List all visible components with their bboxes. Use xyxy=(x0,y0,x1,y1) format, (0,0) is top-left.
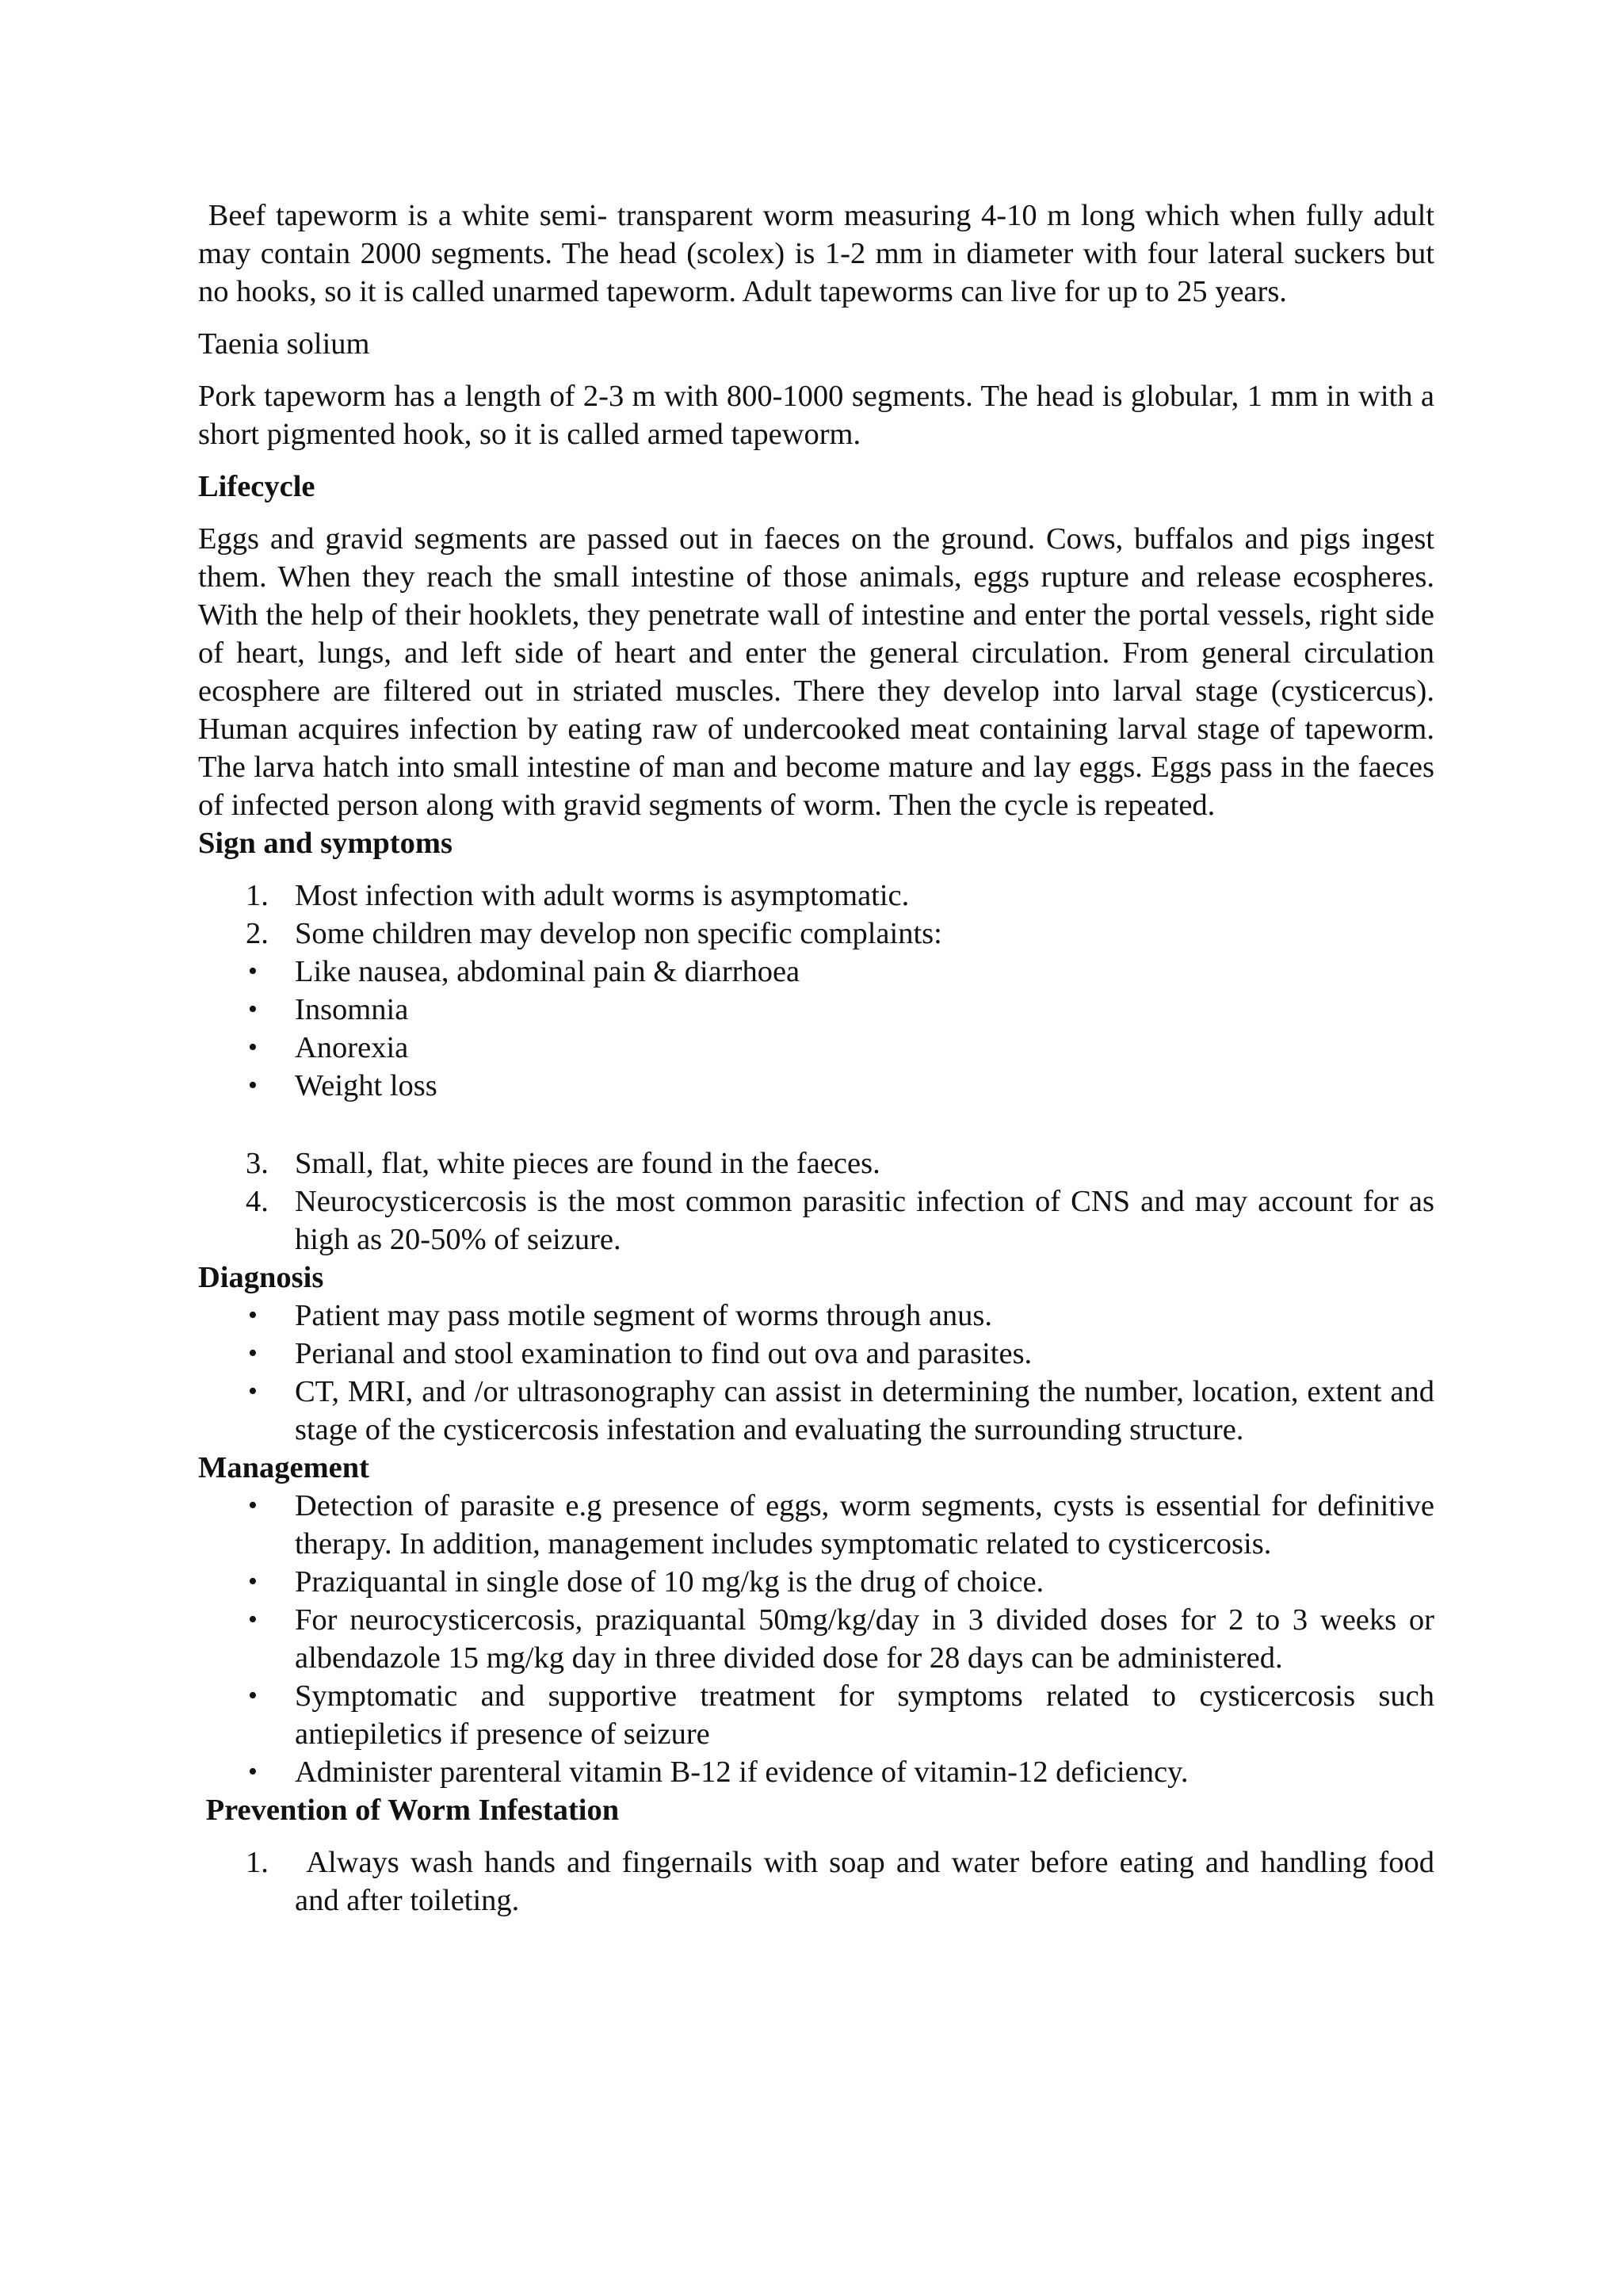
bullet-icon: • xyxy=(248,1567,258,1596)
taenia-solium-label: Taenia solium xyxy=(198,327,370,361)
list-item xyxy=(198,1677,1434,1753)
list-text: Weight loss xyxy=(295,1069,437,1102)
list-item xyxy=(198,1563,1434,1601)
list-text: Insomnia xyxy=(295,993,409,1026)
prevention-list xyxy=(198,1843,1442,1920)
list-item xyxy=(198,1067,1434,1105)
list-text: Always wash hands and fingernails with soap and water before eating and handling food and after toileting. xyxy=(295,1846,1442,1917)
signs-list xyxy=(198,877,1434,953)
list-text: Neurocysticercosis is the most common parasitic infection of CNS and may account for as high as 20-50% of seizure. xyxy=(295,1185,1434,1256)
lifecycle-paragraph: Eggs and gravid segments are passed out in faeces on the ground. Cows, buffalos and pigs ingest them. When they reach the small intestine of those animals, eggs rupture and release ecospheres. With the help of their hooklets, they penetrate wall of intestine and enter the portal vessels, right side of heart, lungs, and left side of heart and enter the general circulation. From general circulation ecosphere are filtered out in striated muscles. There they develop into larval stage (cysticercus). Human acquires infection by eating raw of undercooked meat containing larval stage of tapeworm. The larva hatch into small intestine of man and become mature and lay eggs. Eggs pass in the faeces of infected person along with gravid segments of worm. Then the cycle is repeated. xyxy=(198,522,1434,822)
list-item xyxy=(198,1753,1434,1791)
list-item xyxy=(198,991,1434,1029)
signs-heading: Sign and symptoms xyxy=(198,827,453,860)
list-item xyxy=(198,1335,1434,1373)
list-item xyxy=(198,1843,1442,1920)
list-number: 2. xyxy=(246,917,269,950)
management-heading: Management xyxy=(198,1451,369,1484)
spacer xyxy=(198,1105,1434,1144)
list-item xyxy=(198,1373,1434,1449)
bullet-icon: • xyxy=(248,1339,258,1368)
signs-list-continued xyxy=(198,1144,1434,1259)
list-item xyxy=(198,877,1434,915)
list-item xyxy=(198,915,1434,953)
bullet-icon: • xyxy=(248,1301,258,1330)
list-item xyxy=(198,1601,1434,1677)
management-bullets xyxy=(198,1487,1434,1791)
list-item xyxy=(198,953,1434,991)
list-text: Administer parenteral vitamin B-12 if evidence of vitamin-12 deficiency. xyxy=(295,1755,1189,1789)
bullet-icon: • xyxy=(248,1605,258,1634)
list-text: CT, MRI, and /or ultrasonography can assist in determining the number, location, extent and stage of the cysticercosis infestation and evaluating the surrounding structure. xyxy=(295,1375,1434,1446)
list-text: Like nausea, abdominal pain & diarrhoea xyxy=(295,955,800,988)
list-item xyxy=(198,1029,1434,1067)
prevention-heading: Prevention of Worm Infestation xyxy=(198,1794,620,1827)
list-text: Some children may develop non specific complaints: xyxy=(295,917,942,950)
bullet-icon: • xyxy=(248,995,258,1024)
list-number: 3. xyxy=(246,1147,269,1180)
bullet-icon: • xyxy=(248,1377,258,1406)
symptom-bullets xyxy=(198,953,1434,1105)
list-text: For neurocysticercosis, praziquantal 50mg/kg/day in 3 divided doses for 2 to 3 weeks or albendazole 15 mg/kg day in three divided dose for 28 days can be administered. xyxy=(295,1603,1434,1675)
list-number: 1. xyxy=(246,1846,269,1879)
pork-tapeworm-paragraph: Pork tapeworm has a length of 2-3 m with 800-1000 segments. The head is globular, 1 mm in with a short pigmented hook, so it is called armed tapeworm. xyxy=(198,380,1434,451)
bullet-icon: • xyxy=(248,1033,258,1062)
list-item xyxy=(198,1182,1434,1259)
bullet-icon: • xyxy=(248,1491,258,1520)
list-text: Symptomatic and supportive treatment for symptoms related to cysticercosis such antiepiletics if presence of seizure xyxy=(295,1679,1434,1751)
bullet-icon: • xyxy=(248,957,258,986)
list-item xyxy=(198,1144,1434,1182)
bullet-icon: • xyxy=(248,1071,258,1100)
list-text: Patient may pass motile segment of worms through anus. xyxy=(295,1299,993,1332)
diagnosis-bullets xyxy=(198,1297,1434,1449)
bullet-icon: • xyxy=(248,1757,258,1786)
list-number: 4. xyxy=(246,1185,269,1218)
list-item xyxy=(198,1297,1434,1335)
list-text: Perianal and stool examination to find out ova and parasites. xyxy=(295,1337,1033,1370)
lifecycle-heading: Lifecycle xyxy=(198,470,315,503)
list-text: Most infection with adult worms is asymptomatic. xyxy=(295,879,910,912)
list-text: Small, flat, white pieces are found in the faeces. xyxy=(295,1147,880,1180)
list-number: 1. xyxy=(246,879,269,912)
list-text: Detection of parasite e.g presence of eggs, worm segments, cysts is essential for definitive therapy. In addition, management includes symptomatic related to cysticercosis. xyxy=(295,1489,1434,1561)
list-text: Praziquantal in single dose of 10 mg/kg is the drug of choice. xyxy=(295,1565,1044,1599)
bullet-icon: • xyxy=(248,1681,258,1710)
list-text: Anorexia xyxy=(295,1031,409,1064)
intro-paragraph: Beef tapeworm is a white semi- transparent worm measuring 4-10 m long which when fully adult may contain 2000 segments. The head (scolex) is 1-2 mm in diameter with four lateral suckers but no hooks, so it is called unarmed tapeworm. Adult tapeworms can live for up to 25 years. xyxy=(198,199,1442,308)
diagnosis-heading: Diagnosis xyxy=(198,1261,324,1294)
document-page xyxy=(198,197,1442,1920)
list-item xyxy=(198,1487,1434,1563)
